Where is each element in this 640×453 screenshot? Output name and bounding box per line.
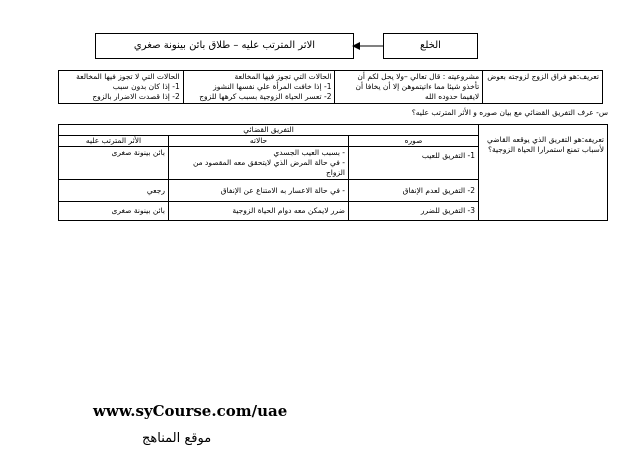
judicial-table xyxy=(58,124,608,221)
arrow-icon xyxy=(352,39,384,53)
khul-table xyxy=(58,70,603,104)
allowed-title: الحالات التي تجوز فيها المخالعة xyxy=(234,72,332,81)
legitimacy-line: لايقيما حدوده الله xyxy=(425,92,480,101)
case-line: - بسبب العيب الجسدي xyxy=(273,148,345,157)
khul-definition-cell xyxy=(483,71,603,104)
forbidden-item: 2- إذا قصدت الاضرار بالزوج xyxy=(92,92,180,101)
form-cell: 3- التفريق للضرر xyxy=(349,202,479,221)
form-cell: 1- التفريق للعيب xyxy=(349,147,479,180)
footer-url[interactable]: www.syCourse.com/uae xyxy=(93,402,288,420)
forbidden-item: 1- إذا كان بدون سبب xyxy=(112,82,180,91)
allowed-item: 1- إذا خافت المرأة علي نفسها النشوز xyxy=(213,82,332,91)
judicial-title: التفريق القضائي xyxy=(59,125,479,136)
khul-definition: تعريف:هو فراق الزوج لزوجته بعوض xyxy=(487,72,599,81)
khul-label: الخلع xyxy=(420,40,441,51)
effect-cell: رجعي xyxy=(59,180,169,202)
forms-header: صوره xyxy=(349,136,479,147)
legitimacy-line: تأخذو شيئا مما ءاتيتموهن إلا أن يخافا أن xyxy=(355,82,480,91)
effect-cell: بائن بينونة صغرى xyxy=(59,202,169,221)
cases-cell xyxy=(169,147,349,180)
footer-site-name: موقع المناهج xyxy=(142,431,212,446)
khul-box xyxy=(383,33,478,59)
judicial-definition: تعريفه:هو التفريق الذي يوقعه القاضي لأسباب تمنع استمرارا الحياة الزوجية؟ xyxy=(479,125,608,221)
allowed-item: 2- تعسر الحياة الزوجية بسبب كرهها للزوج xyxy=(199,92,332,101)
case-line: - في حالة المرض الذي لايتحقق معه المقصود من الزواج xyxy=(192,158,345,177)
cases-cell xyxy=(169,202,349,221)
cases-cell xyxy=(169,180,349,202)
case-line: - في حالة الاعسار به الامتناع عن الإنفاق xyxy=(220,186,345,195)
effect-box xyxy=(95,33,354,59)
legitimacy-line: مشروعيته : قال تعالي –ولا يحل لكم أن xyxy=(357,72,480,81)
question-text: س- عرف التفريق القضائي مع بيان صوره و الأثر المترتب عليه؟ xyxy=(411,108,608,117)
forbidden-title: الحالات التي لا تجوز فيها المخالعة xyxy=(76,72,180,81)
effect-cell: بائن بينونة صغرى xyxy=(59,147,169,180)
effect-header: الأثر المترتب عليه xyxy=(59,136,169,147)
cases-header: حالاته xyxy=(169,136,349,147)
forbidden-cases-cell xyxy=(59,71,184,104)
form-cell: 2- التفريق لعدم الإنفاق xyxy=(349,180,479,202)
effect-label: الاثر المترتب عليه – طلاق بائن بينونة صغري xyxy=(133,40,316,51)
case-line: ضرر لايمكن معه دوام الحياة الزوجية xyxy=(232,206,345,215)
legitimacy-cell xyxy=(335,71,483,104)
allowed-cases-cell xyxy=(183,71,335,104)
